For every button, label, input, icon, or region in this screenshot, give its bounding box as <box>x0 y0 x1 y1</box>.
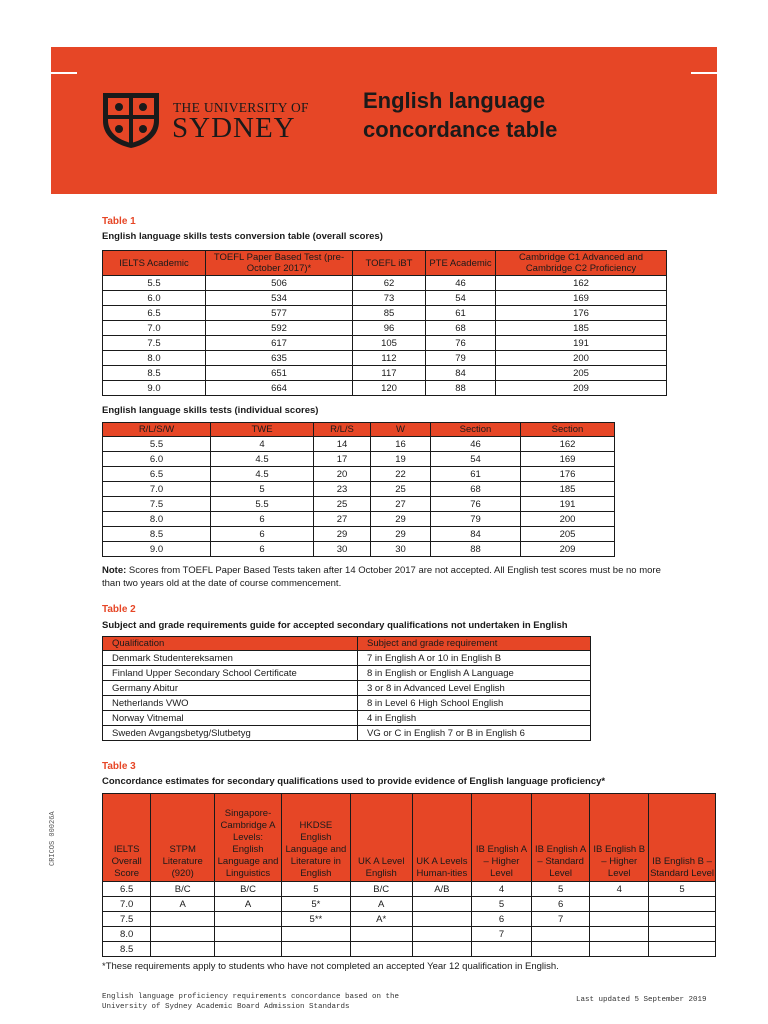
table-cell: 8.5 <box>103 942 151 957</box>
table-row <box>103 711 591 726</box>
column-header: R/L/S <box>314 423 371 437</box>
table-cell: 6 <box>472 912 532 927</box>
table-row <box>103 291 667 306</box>
table-cell: 506 <box>206 276 353 291</box>
table-cell: 205 <box>496 366 667 381</box>
table-cell: B/C <box>350 882 412 897</box>
table-row <box>103 381 667 396</box>
table-cell: 200 <box>521 512 615 527</box>
table-cell: 534 <box>206 291 353 306</box>
table-cell: 200 <box>496 351 667 366</box>
table-row <box>103 336 667 351</box>
table-cell: 8.5 <box>103 366 206 381</box>
table-cell <box>649 912 716 927</box>
table-row <box>103 527 615 542</box>
table-cell: Sweden Avgangsbetyg/Slutbetyg <box>103 726 358 741</box>
table-cell: 79 <box>431 512 521 527</box>
table-cell: 3 or 8 in Advanced Level English <box>358 681 591 696</box>
column-header: UK A Level English <box>350 794 412 882</box>
table-cell <box>215 942 282 957</box>
table-cell: 30 <box>371 542 431 557</box>
table-cell: 5.5 <box>103 276 206 291</box>
table-cell: 25 <box>371 482 431 497</box>
table-cell: 27 <box>371 497 431 512</box>
table-cell: 6.5 <box>103 467 211 482</box>
column-header: IB English A – Higher Level <box>472 794 532 882</box>
table-cell: 7 in English A or 10 in English B <box>358 651 591 666</box>
table-cell: 185 <box>521 482 615 497</box>
table-cell: 29 <box>371 527 431 542</box>
table-row <box>103 882 716 897</box>
footer-last-updated: Last updated 5 September 2019 <box>576 996 707 1004</box>
column-header: IB English B – Higher Level <box>590 794 649 882</box>
table-cell: 5* <box>281 897 350 912</box>
table-cell: 8.0 <box>103 512 211 527</box>
table-cell: 169 <box>521 452 615 467</box>
table-cell: 6 <box>211 542 314 557</box>
table-cell: 7.5 <box>103 336 206 351</box>
column-header: Section <box>521 423 615 437</box>
column-header: UK A Levels Human-ities <box>412 794 472 882</box>
table1-label: Table 1 <box>102 216 136 227</box>
table-row <box>103 651 591 666</box>
table-cell <box>649 927 716 942</box>
table-cell: 4 in English <box>358 711 591 726</box>
column-header: Cambridge C1 Advanced and Cambridge C2 Proficiency <box>496 251 667 276</box>
table-cell <box>412 927 472 942</box>
table-cell <box>649 897 716 912</box>
table-cell: A <box>215 897 282 912</box>
table-row <box>103 696 591 711</box>
table-cell: 7.0 <box>103 321 206 336</box>
header-tick-left <box>51 72 77 74</box>
table-cell <box>350 927 412 942</box>
table-cell: 117 <box>353 366 426 381</box>
table-cell <box>649 942 716 957</box>
column-header: Singapore-Cambridge A Levels: English Language and Linguistics <box>215 794 282 882</box>
table-cell: 5.5 <box>103 437 211 452</box>
note-label: Note: <box>102 565 127 576</box>
table-cell <box>531 927 590 942</box>
table-cell: 651 <box>206 366 353 381</box>
table3-label: Table 3 <box>102 761 136 772</box>
table-cell: 6 <box>211 527 314 542</box>
table-cell: 5.5 <box>211 497 314 512</box>
table-cell: 6 <box>211 512 314 527</box>
table-cell: 191 <box>496 336 667 351</box>
table-cell: A <box>350 897 412 912</box>
overall-scores-table <box>102 250 667 396</box>
table-cell: 635 <box>206 351 353 366</box>
table-cell: 62 <box>353 276 426 291</box>
table-row <box>103 497 615 512</box>
table-cell <box>151 927 215 942</box>
logo-university-line2: SYDNEY <box>172 112 296 144</box>
table-cell: 29 <box>371 512 431 527</box>
table-cell <box>590 927 649 942</box>
table-cell: 209 <box>521 542 615 557</box>
university-logo <box>101 91 309 151</box>
table-row <box>103 467 615 482</box>
table-row <box>103 452 615 467</box>
table-cell <box>215 912 282 927</box>
table-cell: 7 <box>472 927 532 942</box>
table-cell: 7.0 <box>103 897 151 912</box>
table-cell: 76 <box>431 497 521 512</box>
table-cell: 205 <box>521 527 615 542</box>
table-cell: 7.5 <box>103 912 151 927</box>
table-cell: 19 <box>371 452 431 467</box>
table-cell: 617 <box>206 336 353 351</box>
note-paragraph <box>102 564 672 590</box>
table-cell: 14 <box>314 437 371 452</box>
logo-university-line1: THE UNIVERSITY OF <box>173 100 309 115</box>
table-row <box>103 351 667 366</box>
table-cell: 68 <box>426 321 496 336</box>
column-header: Qualification <box>103 637 358 651</box>
table-cell <box>412 942 472 957</box>
table-cell: 8 in English or English A Language <box>358 666 591 681</box>
table-row <box>103 927 716 942</box>
table-cell: 23 <box>314 482 371 497</box>
table-cell: 20 <box>314 467 371 482</box>
table-cell <box>412 912 472 927</box>
column-header: HKDSE English Language and Literature in English <box>281 794 350 882</box>
table-cell <box>215 927 282 942</box>
table-cell: 4 <box>472 882 532 897</box>
table-cell: 105 <box>353 336 426 351</box>
table-cell: 8.0 <box>103 927 151 942</box>
table-row <box>103 681 591 696</box>
table-cell: 112 <box>353 351 426 366</box>
table-header-row <box>103 423 615 437</box>
table-cell: 664 <box>206 381 353 396</box>
column-header: IELTS Overall Score <box>103 794 151 882</box>
table-cell: 185 <box>496 321 667 336</box>
table-row <box>103 542 615 557</box>
column-header: Section <box>431 423 521 437</box>
table-cell: Netherlands VWO <box>103 696 358 711</box>
table-header-row <box>103 251 667 276</box>
footer-line1: English language proficiency requirements concordance based on the <box>102 993 400 1001</box>
table-cell: 5 <box>472 897 532 912</box>
table-row <box>103 726 591 741</box>
table-cell: 577 <box>206 306 353 321</box>
table-cell: 4 <box>590 882 649 897</box>
table-cell <box>281 942 350 957</box>
table-row <box>103 321 667 336</box>
table-row <box>103 512 615 527</box>
university-crest-icon <box>101 91 161 149</box>
table-cell: 6.5 <box>103 882 151 897</box>
table-cell: 46 <box>426 276 496 291</box>
column-header: TOEFL iBT <box>353 251 426 276</box>
table-row <box>103 306 667 321</box>
table-row <box>103 366 667 381</box>
table-cell: 22 <box>371 467 431 482</box>
table-cell: 76 <box>426 336 496 351</box>
secondary-concordance-table <box>102 793 716 957</box>
table-cell: B/C <box>215 882 282 897</box>
column-header: Subject and grade requirement <box>358 637 591 651</box>
table-cell: 4 <box>211 437 314 452</box>
table-cell: 5 <box>281 882 350 897</box>
table1b-subtitle: English language skills tests (individual scores) <box>102 405 319 416</box>
column-header: W <box>371 423 431 437</box>
table-cell <box>412 897 472 912</box>
table1-subtitle: English language skills tests conversion table (overall scores) <box>102 231 383 242</box>
table-cell: 8 in Level 6 High School English <box>358 696 591 711</box>
table-cell <box>350 942 412 957</box>
table-cell <box>472 942 532 957</box>
table-row <box>103 276 667 291</box>
table-cell: 9.0 <box>103 542 211 557</box>
table-cell: 17 <box>314 452 371 467</box>
table-cell: 191 <box>521 497 615 512</box>
individual-scores-table <box>102 422 615 557</box>
qualifications-table <box>102 636 591 741</box>
table-cell <box>590 897 649 912</box>
table-cell: A* <box>350 912 412 927</box>
table-cell: 8.0 <box>103 351 206 366</box>
table-cell <box>151 912 215 927</box>
table-row <box>103 942 716 957</box>
table-cell: 73 <box>353 291 426 306</box>
table-cell: 46 <box>431 437 521 452</box>
table-row <box>103 666 591 681</box>
table-cell: 6.5 <box>103 306 206 321</box>
table-cell <box>531 942 590 957</box>
table-header-row <box>103 794 716 882</box>
table2-subtitle: Subject and grade requirements guide for accepted secondary qualifications not undertaken in English <box>102 620 568 631</box>
table-row <box>103 482 615 497</box>
table-cell: 85 <box>353 306 426 321</box>
table-cell: 30 <box>314 542 371 557</box>
table-cell: A/B <box>412 882 472 897</box>
table-cell: 61 <box>431 467 521 482</box>
table-cell: 4.5 <box>211 467 314 482</box>
column-header: STPM Literature (920) <box>151 794 215 882</box>
table-cell: 8.5 <box>103 527 211 542</box>
table-cell <box>590 912 649 927</box>
table-cell: Finland Upper Secondary School Certificate <box>103 666 358 681</box>
table-cell: 25 <box>314 497 371 512</box>
table-cell: 54 <box>431 452 521 467</box>
column-header: IELTS Academic <box>103 251 206 276</box>
table-cell: 29 <box>314 527 371 542</box>
table-cell: 7.5 <box>103 497 211 512</box>
table-cell: 6.0 <box>103 291 206 306</box>
table-cell: 162 <box>496 276 667 291</box>
table-cell: B/C <box>151 882 215 897</box>
column-header: TOEFL Paper Based Test (pre-October 2017)* <box>206 251 353 276</box>
table-cell: 169 <box>496 291 667 306</box>
table-cell: 79 <box>426 351 496 366</box>
table-cell: 16 <box>371 437 431 452</box>
table-cell: 9.0 <box>103 381 206 396</box>
table-cell: 120 <box>353 381 426 396</box>
table-cell: 88 <box>426 381 496 396</box>
table-cell: Germany Abitur <box>103 681 358 696</box>
table-cell: VG or C in English 7 or B in English 6 <box>358 726 591 741</box>
table2-label: Table 2 <box>102 604 136 615</box>
table-cell: Denmark Studentereksamen <box>103 651 358 666</box>
table-cell: A <box>151 897 215 912</box>
table-cell <box>590 942 649 957</box>
table-cell: 27 <box>314 512 371 527</box>
table-cell: 68 <box>431 482 521 497</box>
table-cell: 54 <box>426 291 496 306</box>
column-header: IB English A – Standard Level <box>531 794 590 882</box>
table-cell: 4.5 <box>211 452 314 467</box>
header-tick-right <box>691 72 717 74</box>
footer-description <box>102 992 399 1012</box>
column-header: TWE <box>211 423 314 437</box>
table-cell: 96 <box>353 321 426 336</box>
table-cell: 7 <box>531 912 590 927</box>
table-cell: 5** <box>281 912 350 927</box>
table-header-row <box>103 637 591 651</box>
footer-line2: University of Sydney Academic Board Admission Standards <box>102 1003 350 1011</box>
table-cell: 6.0 <box>103 452 211 467</box>
table-cell: 7.0 <box>103 482 211 497</box>
table-cell: 176 <box>496 306 667 321</box>
table-cell: 5 <box>649 882 716 897</box>
table-cell: Norway Vitnemal <box>103 711 358 726</box>
table-cell: 162 <box>521 437 615 452</box>
page-title <box>363 86 703 144</box>
table-cell: 5 <box>211 482 314 497</box>
table-cell: 592 <box>206 321 353 336</box>
column-header: R/L/S/W <box>103 423 211 437</box>
table-row <box>103 912 716 927</box>
column-header: IB English B – Standard Level <box>649 794 716 882</box>
table3-footnote: *These requirements apply to students who have not completed an accepted Year 12 qualification in English. <box>102 961 559 972</box>
page-title-line1: English language <box>363 88 546 113</box>
table-cell: 209 <box>496 381 667 396</box>
note-text: Scores from TOEFL Paper Based Tests taken after 14 October 2017 are not accepted. All English test scores must be no more than two years old at the date of course commencement. <box>102 565 661 589</box>
table-row <box>103 437 615 452</box>
table-cell: 84 <box>426 366 496 381</box>
table-cell: 88 <box>431 542 521 557</box>
table-cell <box>281 927 350 942</box>
cricos-code: CRICOS 00026A <box>49 811 57 866</box>
table-cell: 5 <box>531 882 590 897</box>
column-header: PTE Academic <box>426 251 496 276</box>
table-row <box>103 897 716 912</box>
table-cell: 6 <box>531 897 590 912</box>
table3-subtitle: Concordance estimates for secondary qualifications used to provide evidence of English language proficiency* <box>102 776 606 787</box>
table-cell: 176 <box>521 467 615 482</box>
table-cell: 84 <box>431 527 521 542</box>
page-title-line2: concordance table <box>363 117 558 142</box>
table-cell: 61 <box>426 306 496 321</box>
table-cell <box>151 942 215 957</box>
